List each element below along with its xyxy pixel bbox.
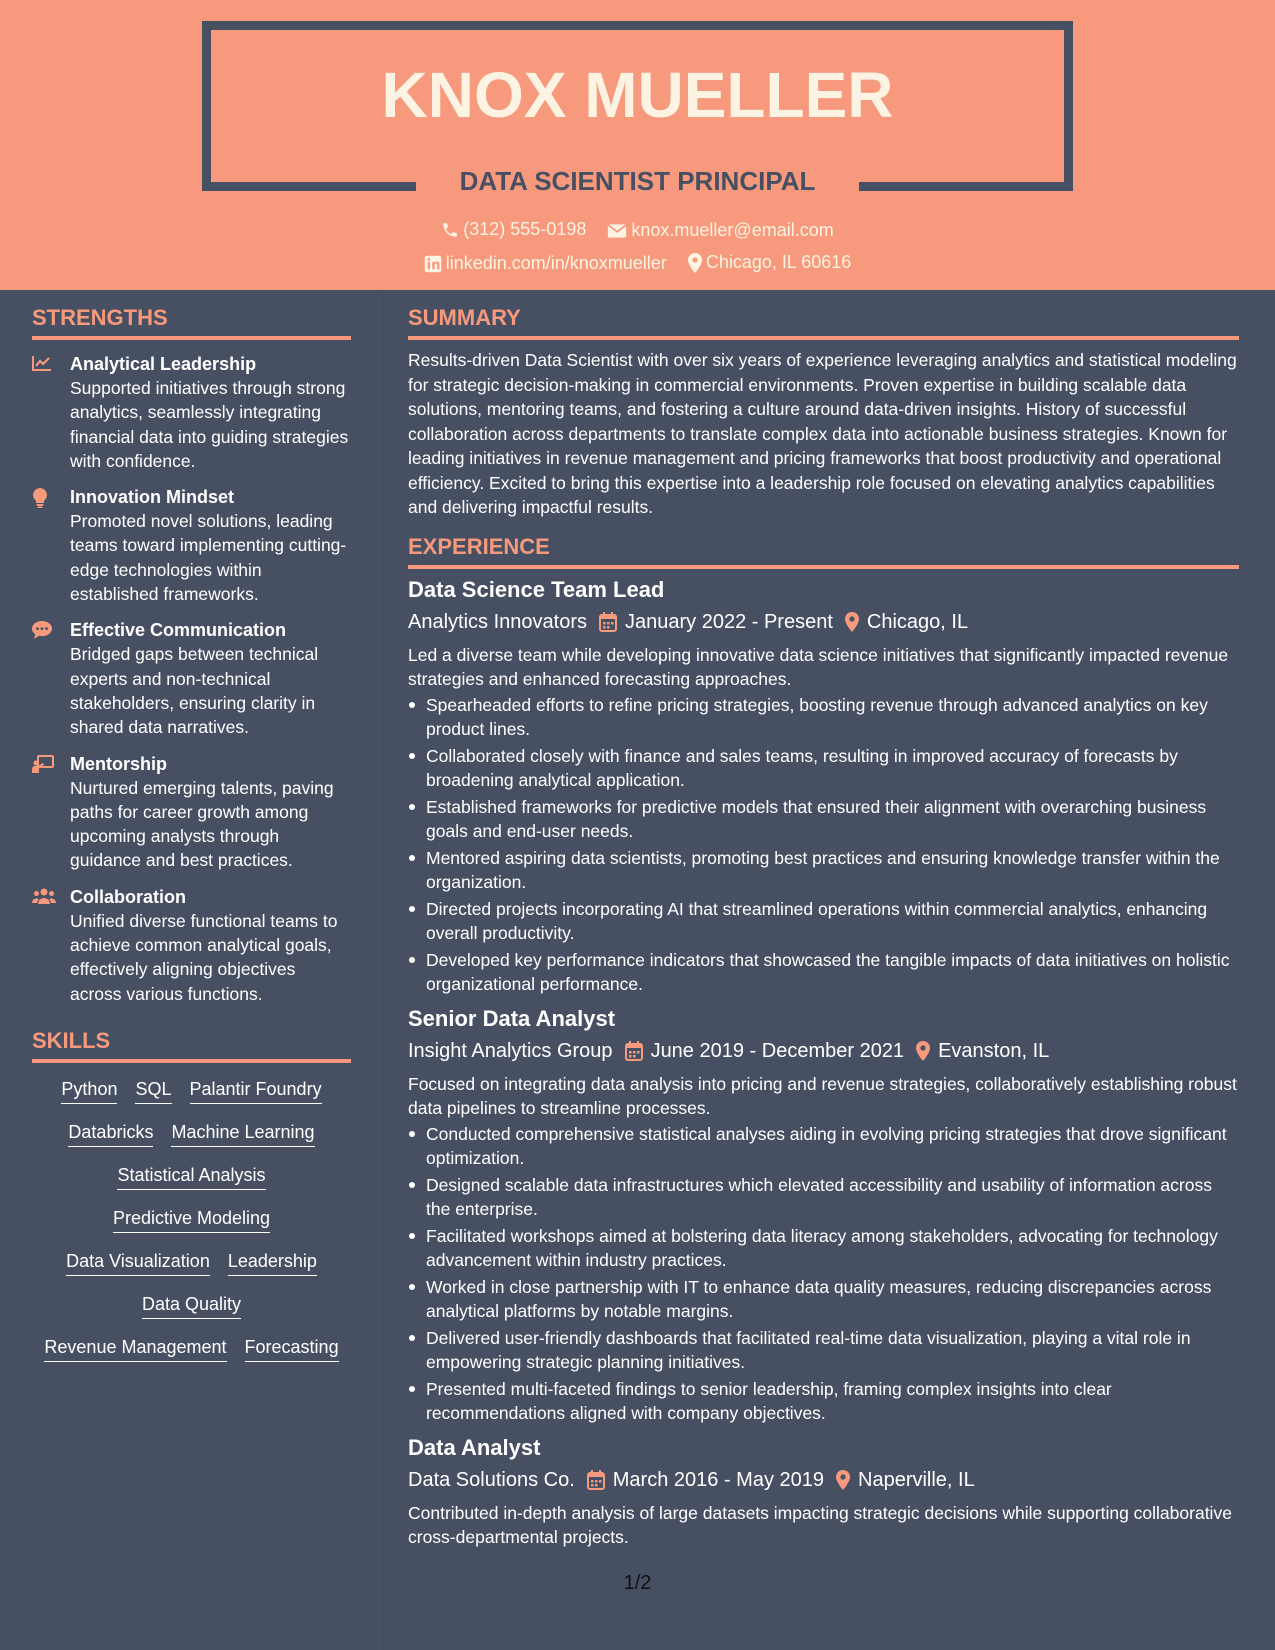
job-entry [408, 1004, 1239, 1425]
skill-tag: Databricks [68, 1120, 153, 1147]
job-bullet: Conducted comprehensive statistical analyses aiding in evolving pricing strategies that drove significant optimization. [408, 1122, 1239, 1170]
strength-title: Collaboration [70, 886, 186, 907]
strengths-heading: STRENGTHS [32, 305, 351, 340]
skill-tag: Predictive Modeling [113, 1206, 270, 1233]
strength-description: Nurtured emerging talents, paving paths for career growth among upcoming analysts through guidance and best practices. [70, 777, 334, 871]
skill-tag: Leadership [228, 1249, 317, 1276]
strength-description: Supported initiatives through strong analytics, seamlessly integrating financial data into guiding strategies with confidence. [70, 378, 349, 471]
job-location: Evanston, IL [938, 1039, 1050, 1062]
job-entry [408, 1433, 1239, 1549]
job-company: Insight Analytics Group [408, 1039, 613, 1062]
email-text[interactable]: knox.mueller@email.com [631, 220, 834, 240]
job-dates-group [587, 1465, 824, 1495]
skill-row [32, 1206, 351, 1233]
strength-item [32, 352, 351, 473]
strength-title: Mentorship [70, 753, 167, 774]
job-dates: March 2016 - May 2019 [612, 1468, 824, 1491]
map-marker-icon [916, 1041, 930, 1061]
experience-heading: EXPERIENCE [408, 534, 1239, 569]
chart-line-icon [32, 355, 52, 371]
job-bullet: Developed key performance indicators that showcased the tangible impacts of data initiatives on holistic organizational performance. [408, 948, 1239, 996]
job-description: Focused on integrating data analysis into pricing and revenue strategies, collaboratively establishing robust data pipelines to streamline processes. [408, 1073, 1237, 1118]
linkedin-icon [424, 255, 442, 273]
job-dates: June 2019 - December 2021 [650, 1039, 905, 1062]
job-bullet: Established frameworks for predictive models that ensured their alignment with overarching business goals and end-user needs. [408, 795, 1239, 843]
skill-tag: SQL [135, 1077, 171, 1104]
skill-tag: Palantir Foundry [190, 1077, 322, 1104]
location-contact [688, 252, 851, 273]
job-entry [408, 575, 1239, 996]
job-location: Chicago, IL [866, 610, 969, 633]
strength-title: Effective Communication [70, 620, 287, 641]
job-meta [408, 607, 1239, 637]
job-dates: January 2022 - Present [624, 610, 833, 633]
left-column [32, 305, 351, 1378]
job-dates-group [625, 1036, 905, 1066]
phone-icon [441, 221, 459, 239]
job-location-group [916, 1036, 1049, 1066]
skills-list [32, 1077, 351, 1362]
job-role: Data Analyst [408, 1434, 541, 1460]
skill-row [32, 1120, 351, 1147]
envelope-icon [607, 223, 627, 239]
skills-heading: SKILLS [32, 1028, 351, 1063]
job-description: Contributed in-depth analysis of large datasets impacting strategic decisions while supporting collaborative cross-departmental projects. [408, 1502, 1232, 1547]
page-number: 1/2 [623, 1572, 652, 1594]
skill-row [32, 1163, 351, 1190]
job-meta [408, 1465, 1239, 1495]
job-bullet: Facilitated workshops aimed at bolstering data literacy among stakeholders, advocating for technology advancement within industry practices. [408, 1224, 1239, 1272]
job-company: Data Solutions Co. [408, 1468, 575, 1491]
strength-item [32, 752, 351, 873]
lightbulb-icon [32, 488, 48, 508]
job-bullet: Spearheaded efforts to refine pricing strategies, boosting revenue through advanced analytics on key product lines. [408, 693, 1239, 741]
job-location-group [836, 1465, 975, 1495]
skill-row [32, 1077, 351, 1104]
job-bullet: Directed projects incorporating AI that streamlined operations within commercial analytics, enhancing overall productivity. [408, 897, 1239, 945]
job-bullet: Presented multi-faceted findings to senior leadership, framing complex insights into clear recommendations aligned with company objectives. [408, 1377, 1239, 1425]
job-role: Data Science Team Lead [408, 576, 665, 602]
contact-row-1 [0, 219, 1275, 244]
job-dates-group [599, 607, 833, 637]
job-bullet: Delivered user-friendly dashboards that facilitated real-time data visualization, playing a vital role in empowering strategic planning initiatives. [408, 1326, 1239, 1374]
right-column [408, 305, 1239, 1549]
skill-row [32, 1292, 351, 1319]
phone-text: (312) 555-0198 [463, 219, 587, 239]
map-marker-icon [845, 612, 859, 632]
linkedin-contact[interactable] [424, 253, 667, 274]
location-text: Chicago, IL 60616 [705, 252, 852, 272]
skill-tag: Data Quality [142, 1292, 241, 1319]
summary-text: Results-driven Data Scientist with over six years of experience leveraging analytics and statistical modeling for strategic decision-making in commercial environments. Proven expertise in building scalable data solutions, mentoring teams, and fostering a culture around data-driven insights. History of successful collaboration across departments to translate complex data into actionable business strategies. Known for leading initiatives in revenue management and pricing frameworks that boost productivity and operational efficiency. Excited to bring this expertise into a leadership role focused on elevating analytics capabilities and delivering impactful results. [408, 350, 1237, 517]
phone-contact [441, 219, 586, 240]
skill-row [32, 1335, 351, 1362]
job-bullet: Worked in close partnership with IT to enhance data quality measures, reducing discrepancies across analytical platforms by notable margins. [408, 1275, 1239, 1323]
job-bullet: Mentored aspiring data scientists, promoting best practices and ensuring knowledge transfer within the organization. [408, 846, 1239, 894]
skill-tag: Machine Learning [171, 1120, 314, 1147]
strength-title: Innovation Mindset [70, 487, 234, 508]
job-meta [408, 1036, 1239, 1066]
candidate-title: DATA SCIENTIST PRINCIPAL [459, 166, 816, 196]
strength-description: Promoted novel solutions, leading teams toward implementing cutting-edge technologies within established frameworks. [70, 511, 347, 605]
candidate-name: KNOX MUELLER [381, 59, 894, 131]
summary-heading: SUMMARY [408, 305, 1239, 340]
skill-tag: Data Visualization [66, 1249, 210, 1276]
users-icon [32, 888, 56, 904]
resume-header [0, 0, 1275, 290]
skill-row [32, 1249, 351, 1276]
map-marker-icon [836, 1470, 850, 1490]
skill-tag: Forecasting [245, 1335, 339, 1362]
strength-description: Bridged gaps between technical experts and non-technical stakeholders, ensuring clarity in shared data narratives. [70, 644, 319, 738]
strength-title: Analytical Leadership [70, 354, 257, 374]
calendar-icon [587, 1470, 605, 1490]
job-company: Analytics Innovators [408, 610, 587, 633]
skill-tag: Revenue Management [44, 1335, 226, 1362]
job-bullet: Collaborated closely with finance and sales teams, resulting in improved accuracy of forecasts by broadening analytical application. [408, 744, 1239, 792]
calendar-icon [625, 1041, 643, 1061]
skill-tag: Python [61, 1077, 117, 1104]
contact-row-2 [0, 252, 1275, 278]
job-location-group [845, 607, 968, 637]
linkedin-text[interactable]: linkedin.com/in/knoxmueller [445, 253, 667, 273]
job-role: Senior Data Analyst [408, 1005, 616, 1031]
job-bullets [408, 1122, 1239, 1425]
map-marker-icon [688, 253, 702, 273]
job-bullets [408, 693, 1239, 996]
strength-item [32, 885, 351, 1006]
skill-tag: Statistical Analysis [117, 1163, 265, 1190]
job-bullet: Designed scalable data infrastructures which elevated accessibility and usability of information across the enterprise. [408, 1173, 1239, 1221]
comment-dots-icon [32, 621, 52, 639]
strength-item [32, 485, 351, 606]
job-location: Naperville, IL [858, 1468, 975, 1491]
column-divider [383, 290, 384, 1650]
chalkboard-teacher-icon [32, 755, 54, 773]
strength-item [32, 618, 351, 739]
email-contact[interactable] [607, 220, 833, 241]
job-description: Led a diverse team while developing innovative data science initiatives that significantly impacted revenue strategies and enhanced forecasting approaches. [408, 644, 1229, 689]
strength-description: Unified diverse functional teams to achieve common analytical goals, effectively aligning objectives across various functions. [70, 910, 338, 1004]
calendar-icon [599, 612, 617, 632]
